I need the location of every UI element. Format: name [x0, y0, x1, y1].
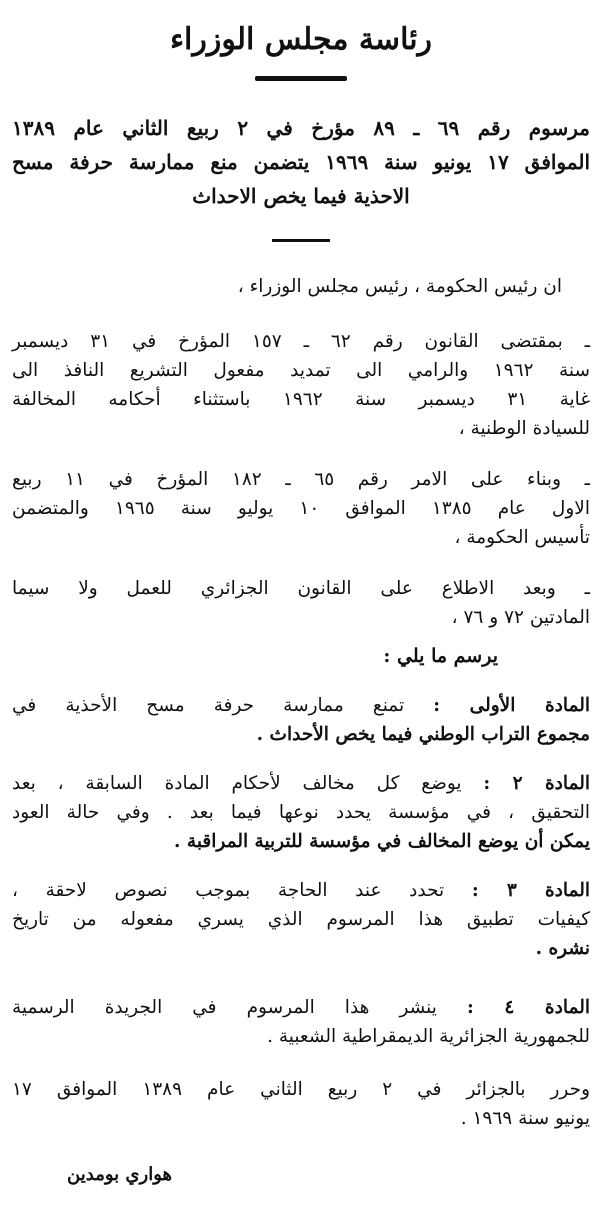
- gazette-page: [0, 18, 604, 1218]
- preamble-clause-labor-code: [12, 574, 590, 632]
- preamble-clause-order-65-182: [12, 465, 590, 552]
- article-label: المادة ٤ :: [466, 997, 590, 1018]
- title-underline-rule: [255, 76, 347, 81]
- section-divider: [272, 239, 330, 242]
- signature: هواري بومدين: [67, 1164, 172, 1185]
- article-4: [12, 993, 590, 1051]
- preamble-line: ـ وبعد الاطلاع على القانون الجزائري للعمل ولا سيما: [12, 578, 590, 599]
- article-line: [12, 691, 590, 720]
- decree-heading-line: الموافق ١٧ يونيو سنة ١٩٦٩ يتضمن منع ممارسة حرفة مسح: [12, 150, 591, 174]
- article-line: [12, 993, 590, 1022]
- article-line: كيفيات تطبيق هذا المرسوم الذي يسري مفعوله من تاريخ: [12, 909, 590, 930]
- closing-clause: [12, 1075, 590, 1133]
- preamble-line: المادتين ٧٢ و ٧٦ ،: [451, 607, 590, 628]
- article-label: المادة الأولى :: [433, 695, 591, 716]
- preamble-line: الاول عام ١٣٨٥ الموافق ١٠ يوليو سنة ١٩٦٥ والمتضمن: [12, 498, 590, 519]
- article-line: مجموع التراب الوطني فيما يخص الأحداث .: [256, 724, 590, 745]
- article-line: [12, 769, 590, 798]
- closing-line: وحرر بالجزائر في ٢ ربيع الثاني عام ١٣٨٩ الموافق ١٧: [12, 1079, 591, 1100]
- preamble-clause-law-62-157: [12, 327, 590, 443]
- decree-heading-line: مرسوم رقم ٦٩ ـ ٨٩ مؤرخ في ٢ ربيع الثاني عام ١٣٨٩: [12, 116, 590, 140]
- decree-heading: [12, 111, 590, 213]
- preamble-line: ـ بمقتضى القانون رقم ٦٢ ـ ١٥٧ المؤرخ في ٣١ ديسمبر: [12, 331, 591, 352]
- decree-heading-line: الاحذية فيما يخص الاحداث: [192, 184, 410, 208]
- article-line: [12, 876, 590, 905]
- article-line: نشره .: [535, 938, 590, 959]
- article-text: تحدد عند الحاجة بموجب نصوص لاحقة ،: [12, 880, 445, 901]
- preamble-line: تأسيس الحكومة ،: [454, 527, 590, 548]
- article-label: المادة ٣ :: [471, 880, 590, 901]
- intro-text: ان رئيس الحكومة ، رئيس مجلس الوزراء ،: [237, 276, 562, 297]
- article-label: المادة ٢ :: [483, 773, 590, 794]
- article-text: ينشر هذا المرسوم في الجريدة الرسمية: [12, 997, 437, 1018]
- preamble-line: غاية ٣١ ديسمبر سنة ١٩٦٢ باستثناء أحكامه المخالفة: [12, 389, 590, 410]
- decrees-statement: يرسم ما يلي :: [383, 645, 498, 667]
- article-3: [12, 876, 590, 963]
- article-2: [12, 769, 590, 856]
- preamble-line: سنة ١٩٦٢ والرامي الى تمديد مفعول التشريع النافذ الى: [12, 360, 590, 381]
- closing-line: يونيو سنة ١٩٦٩ .: [460, 1108, 590, 1129]
- article-text: تمنع ممارسة حرفة مسح الأحذية في: [12, 695, 405, 716]
- article-text: يوضع كل مخالف لأحكام المادة السابقة ، بعد: [12, 773, 462, 794]
- article-line: يمكن أن يوضع المخالف في مؤسسة للتربية المراقبة .: [174, 831, 590, 852]
- page-title: رئاسة مجلس الوزراء: [169, 22, 433, 57]
- preamble-line: للسيادة الوطنية ،: [458, 418, 590, 439]
- article-line: للجمهورية الجزائرية الديمقراطية الشعبية .: [267, 1026, 590, 1047]
- article-line: التحقيق ، في مؤسسة يحدد نوعها فيما بعد . وفي حالة العود: [12, 802, 590, 823]
- article-1: [12, 691, 590, 749]
- preamble-line: ـ وبناء على الامر رقم ٦٥ ـ ١٨٢ المؤرخ في ١١ ربيع: [12, 469, 590, 490]
